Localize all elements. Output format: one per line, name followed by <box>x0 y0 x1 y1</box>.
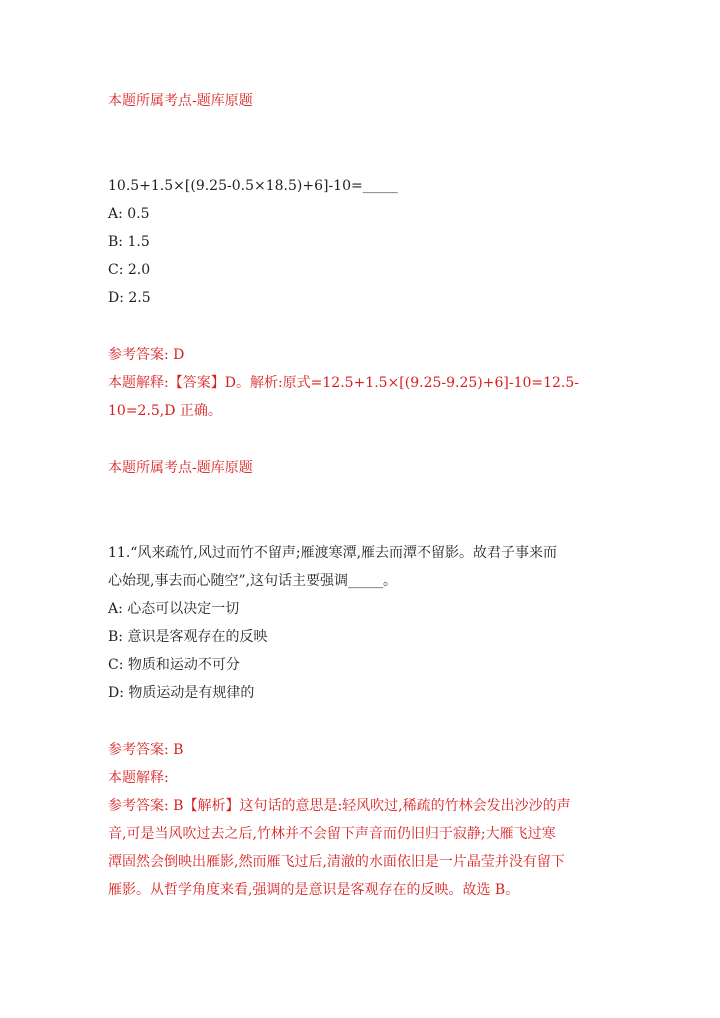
question-11-option-b: B: 意识是客观存在的反映 <box>108 629 268 645</box>
question-10-explanation-line: 本题解释:【答案】D。解析:原式=12.5+1.5×[(9.25-9.25)+6]-10=12.5- <box>108 375 580 391</box>
question-11-stem-line: 11.“风来疏竹,风过而竹不留声;雁渡寒潭,雁去而潭不留影。故君子事来而 <box>108 545 558 561</box>
question-10-option-d: D: 2.5 <box>108 290 151 306</box>
question-11-stem-line: 心始现,事去而心随空”,这句话主要强调_____。 <box>108 573 398 589</box>
question-10-option-b: B: 1.5 <box>108 234 150 250</box>
question-10-option-a: A: 0.5 <box>108 206 150 222</box>
question-10-explanation-line: 10=2.5,D 正确。 <box>108 403 222 419</box>
topic-label: 本题所属考点-题库原题 <box>108 93 253 109</box>
question-11-explanation-line: 潭固然会倒映出雁影,然而雁飞过后,清澈的水面依旧是一片晶莹并没有留下 <box>108 854 565 870</box>
question-10-answer: 参考答案: D <box>108 347 185 363</box>
question-11-explanation-line: 雁影。从哲学角度来看,强调的是意识是客观存在的反映。故选 B。 <box>108 882 520 898</box>
question-11-answer: 参考答案: B <box>108 742 184 758</box>
question-11-explanation-line: 参考答案: B【解析】这句话的意思是:轻风吹过,稀疏的竹林会发出沙沙的声 <box>108 798 571 814</box>
topic-label: 本题所属考点-题库原题 <box>108 460 253 476</box>
question-10-option-c: C: 2.0 <box>108 262 151 278</box>
question-11-explanation-label: 本题解释: <box>108 770 169 786</box>
question-11-explanation-line: 音,可是当风吹过去之后,竹林并不会留下声音而仍旧归于寂静;大雁飞过寒 <box>108 826 556 842</box>
question-11-option-c: C: 物质和运动不可分 <box>108 657 240 673</box>
question-11-option-a: A: 心态可以决定一切 <box>108 601 240 617</box>
question-11-option-d: D: 物质运动是有规律的 <box>108 685 255 701</box>
question-10-stem: 10.5+1.5×[(9.25-0.5×18.5)+6]-10=_____ <box>108 178 398 194</box>
